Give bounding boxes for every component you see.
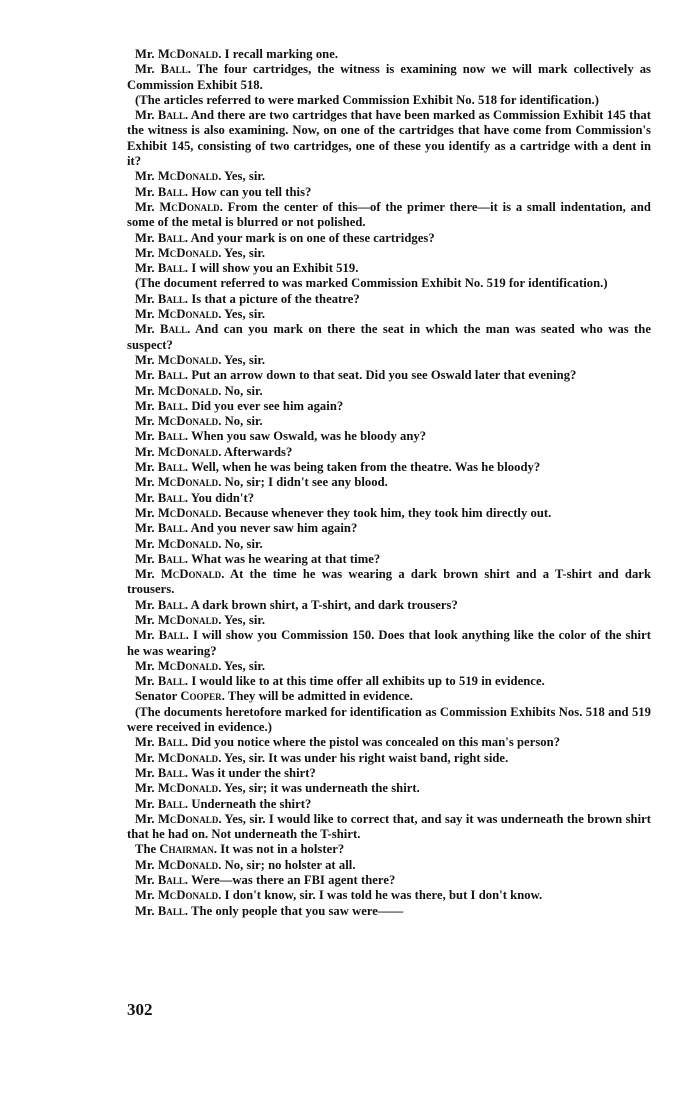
testimony-paragraph [127,399,651,414]
paragraph-text: Put an arrow down to that seat. Did you see Oswald later that evening? [188,368,577,383]
speaker-name: Ball. [157,490,189,505]
testimony-paragraph [127,812,651,843]
paragraph-text: The only people that you saw were—— [188,903,404,918]
paragraph-text: What was he wearing at that time? [188,551,381,566]
speaker-title: Mr. [135,62,155,77]
testimony-paragraph [127,751,651,766]
paragraph-text: No, sir. [221,383,263,398]
testimony-paragraph [127,521,651,536]
paragraph-text: (The articles referred to were marked Commission Exhibit No. 518 for identification.) [135,92,599,107]
speaker-title: Mr. [135,460,155,475]
testimony-paragraph [127,185,651,200]
paragraph-text: And there are two cartridges that have been marked as Commission Exhibit 145 that the witness is also examining. Now, on one of the cartridges that have come from Commission's Exhibit 145, consisting of two cartridges, one of these you identify as a cartridge with a dent in it? [127,108,651,169]
paragraph-text: I don't know, sir. I was told he was there, but I don't know. [221,888,543,903]
speaker-title: Mr. [135,322,155,337]
testimony-paragraph [127,200,651,231]
testimony-paragraph [127,537,651,552]
speaker-name: Ball. [157,521,189,536]
speaker-title: Mr. [135,521,155,536]
testimony-paragraph [127,674,651,689]
speaker-name: Chairman. [159,842,218,857]
paragraph-text: The four cartridges, the witness is examining now we will mark collectively as Commission Exhibit 518. [127,62,651,92]
testimony-paragraph [127,873,651,888]
testimony-paragraph [127,797,651,812]
testimony-paragraph [127,414,651,429]
paragraph-text: And you never saw him again? [188,521,358,536]
paragraph-text: Yes, sir. It was under his right waist band, right side. [221,750,509,765]
speaker-name: McDonald. [159,199,223,214]
testimony-paragraph [127,475,651,490]
speaker-title: Mr. [135,796,155,811]
testimony-paragraph [127,384,651,399]
paragraph-text: Well, when he was being taken from the theatre. Was he bloody? [188,460,541,475]
paragraph-text: I recall marking one. [221,47,339,61]
testimony-paragraph [127,246,651,261]
paragraph-text: Yes, sir. [221,352,266,367]
paragraph-text: No, sir; no holster at all. [221,857,356,872]
paragraph-text: I would like to at this time offer all exhibits up to 519 in evidence. [188,674,545,689]
speaker-name: Cooper. [180,689,225,704]
speaker-title: Mr. [135,873,155,888]
paragraph-text: Was it under the shirt? [188,765,316,780]
speaker-name: McDonald. [157,857,222,872]
speaker-name: Ball. [157,291,189,306]
speaker-name: Ball. [157,184,189,199]
speaker-title: Senator [135,689,178,704]
speaker-name: Ball. [157,261,189,276]
speaker-title: Mr. [135,261,155,276]
testimony-paragraph [127,261,651,276]
speaker-title: Mr. [135,490,155,505]
speaker-name: Ball. [157,873,189,888]
testimony-paragraph [127,766,651,781]
speaker-name: Ball. [157,460,189,475]
speaker-name: Ball. [157,108,189,123]
speaker-name: Ball. [157,903,189,918]
speaker-title: Mr. [135,291,155,306]
paragraph-text: No, sir. [221,414,263,429]
speaker-title: Mr. [135,597,155,612]
paragraph-text: At the time he was wearing a dark brown shirt and a T-shirt and dark trousers. [127,567,651,597]
testimony-paragraph [127,62,651,93]
testimony-paragraph [127,353,651,368]
speaker-title: Mr. [135,674,155,689]
transcript-body [127,47,651,919]
speaker-title: Mr. [135,857,155,872]
speaker-name: Ball. [157,796,189,811]
testimony-paragraph [127,689,651,704]
speaker-name: McDonald. [157,888,222,903]
paragraph-text: Afterwards? [221,444,293,459]
testimony-paragraph [127,460,651,475]
paragraph-text: When you saw Oswald, was he bloody any? [188,429,427,444]
speaker-title: Mr. [135,735,155,750]
paragraph-text: I will show you an Exhibit 519. [188,261,359,276]
paragraph-text: Did you notice where the pistol was concealed on this man's person? [188,735,561,750]
speaker-name: McDonald. [157,444,222,459]
speaker-title: Mr. [135,352,155,367]
testimony-paragraph [127,628,651,659]
paragraph-text: They will be admitted in evidence. [224,689,413,704]
speaker-title: Mr. [135,567,155,582]
speaker-title: Mr. [135,505,155,520]
paragraph-text: Yes, sir; it was underneath the shirt. [221,781,420,796]
parenthetical-note [127,276,651,291]
testimony-paragraph [127,47,651,62]
testimony-paragraph [127,842,651,857]
speaker-name: McDonald. [157,245,222,260]
testimony-paragraph [127,307,651,322]
speaker-title: Mr. [135,245,155,260]
speaker-name: Ball. [160,322,191,337]
speaker-title: Mr. [135,765,155,780]
speaker-title: Mr. [135,781,155,796]
paragraph-text: Is that a picture of the theatre? [188,291,360,306]
speaker-name: McDonald. [157,475,222,490]
speaker-title: Mr. [135,475,155,490]
paragraph-text: You didn't? [188,490,255,505]
speaker-title: Mr. [135,536,155,551]
speaker-title: Mr. [135,903,155,918]
speaker-title: Mr. [135,47,155,61]
speaker-title: Mr. [135,811,155,826]
paragraph-text: Yes, sir. [221,658,266,673]
testimony-paragraph [127,659,651,674]
paragraph-text: And your mark is on one of these cartridges? [188,230,435,245]
testimony-paragraph [127,445,651,460]
testimony-paragraph [127,888,651,903]
paragraph-text: Were—was there an FBI agent there? [188,873,396,888]
paragraph-text: From the center of this—of the primer there—it is a small indentation, and some of the metal is blurred or not polished. [127,199,651,230]
speaker-name: McDonald. [157,658,222,673]
speaker-name: McDonald. [157,536,222,551]
parenthetical-note [127,93,651,108]
paragraph-text: Yes, sir. [221,612,266,627]
speaker-title: The [135,842,157,857]
testimony-paragraph [127,368,651,383]
speaker-title: Mr. [135,108,155,123]
paragraph-text: (The documents heretofore marked for identification as Commission Exhibits Nos. 518 and 519 were received in evidence.) [127,704,651,735]
speaker-title: Mr. [135,750,155,765]
speaker-name: Ball. [158,628,189,643]
paragraph-text: Yes, sir. [221,307,266,322]
speaker-name: Ball. [157,429,189,444]
speaker-title: Mr. [135,398,155,413]
speaker-title: Mr. [135,368,155,383]
speaker-title: Mr. [135,230,155,245]
speaker-name: Ball. [157,398,189,413]
speaker-title: Mr. [135,307,155,322]
testimony-paragraph [127,169,651,184]
testimony-paragraph [127,552,651,567]
speaker-name: Ball. [157,551,189,566]
testimony-paragraph [127,506,651,521]
paragraph-text: No, sir; I didn't see any blood. [221,475,388,490]
speaker-title: Mr. [135,444,155,459]
speaker-title: Mr. [135,383,155,398]
testimony-paragraph [127,613,651,628]
paragraph-text: A dark brown shirt, a T-shirt, and dark trousers? [188,597,458,612]
paragraph-text: How can you tell this? [188,184,312,199]
speaker-title: Mr. [135,199,155,214]
speaker-name: McDonald. [157,307,222,322]
speaker-name: Ball. [157,674,189,689]
testimony-paragraph [127,491,651,506]
page-number: 302 [127,1000,153,1019]
speaker-name: Ball. [160,62,191,77]
speaker-name: McDonald. [157,505,222,520]
speaker-name: Ball. [157,597,189,612]
speaker-title: Mr. [135,414,155,429]
speaker-name: McDonald. [157,169,222,184]
parenthetical-note [127,705,651,736]
speaker-title: Mr. [135,888,155,903]
testimony-paragraph [127,231,651,246]
paragraph-text: Yes, sir. [221,245,266,260]
paragraph-text: No, sir. [221,536,263,551]
paragraph-text: It was not in a holster? [217,842,345,857]
paragraph-text: I will show you Commission 150. Does that look anything like the color of the shirt he was wearing? [127,628,651,658]
speaker-name: Ball. [157,230,189,245]
speaker-title: Mr. [135,429,155,444]
paragraph-text: Did you ever see him again? [188,398,344,413]
testimony-paragraph [127,858,651,873]
testimony-paragraph [127,429,651,444]
speaker-name: Ball. [157,765,189,780]
speaker-name: McDonald. [157,414,222,429]
speaker-name: McDonald. [160,567,225,582]
speaker-name: Ball. [157,368,189,383]
speaker-name: McDonald. [157,47,222,61]
speaker-title: Mr. [135,184,155,199]
testimony-paragraph [127,598,651,613]
paragraph-text: (The document referred to was marked Commission Exhibit No. 519 for identification.) [135,276,608,291]
speaker-title: Mr. [135,551,155,566]
paragraph-text: Yes, sir. [221,169,266,184]
speaker-name: McDonald. [157,781,222,796]
speaker-name: McDonald. [157,612,222,627]
paragraph-text: Because whenever they took him, they took him directly out. [221,505,552,520]
speaker-title: Mr. [135,658,155,673]
speaker-title: Mr. [135,612,155,627]
paragraph-text: Yes, sir. I would like to correct that, and say it was underneath the brown shirt that he had on. Not underneath the T-shirt. [127,811,652,842]
testimony-paragraph [127,781,651,796]
speaker-name: McDonald. [157,352,222,367]
speaker-title: Mr. [135,169,155,184]
speaker-name: McDonald. [157,383,222,398]
testimony-paragraph [127,292,651,307]
paragraph-text: And can you mark on there the seat in which the man was seated who was the suspect? [127,322,651,352]
paragraph-text: Underneath the shirt? [188,796,312,811]
speaker-name: Ball. [157,735,189,750]
testimony-paragraph [127,904,651,919]
testimony-paragraph [127,108,651,169]
testimony-paragraph [127,735,651,750]
testimony-paragraph [127,567,651,598]
speaker-name: McDonald. [157,750,222,765]
speaker-title: Mr. [135,628,155,643]
speaker-name: McDonald. [157,811,222,826]
testimony-paragraph [127,322,651,353]
